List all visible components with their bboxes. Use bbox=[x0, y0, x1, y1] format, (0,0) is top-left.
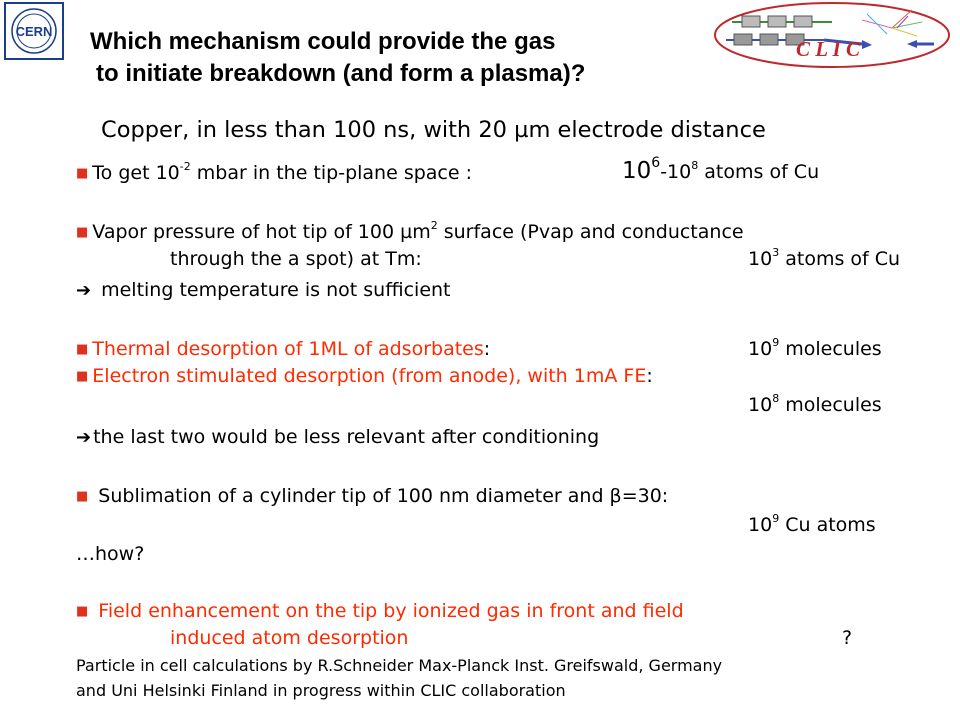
cern-logo bbox=[4, 2, 64, 60]
item-sublimation-value: $10^9$ Cu atoms bbox=[748, 512, 876, 536]
item-sublimation: ■ Sublimation of a cylinder tip of 100 nm diameter and β=30: bbox=[76, 485, 669, 507]
title-line-2: to initiate breakdown (and form a plasma)? bbox=[96, 60, 586, 87]
conclusion-conditioning: ➔ the last two would be less relevant after conditioning bbox=[76, 426, 600, 448]
clic-logo bbox=[712, 0, 952, 70]
item-field-enhancement: ■ Field enhancement on the tip by ionized gas in front and field bbox=[76, 600, 684, 622]
bullet-icon: ■ bbox=[76, 166, 89, 181]
cern-logo-text: CERN bbox=[15, 24, 53, 39]
item-electron-value: $10^8$ molecules bbox=[748, 392, 882, 416]
item-field-line2: induced atom desorption bbox=[170, 627, 409, 649]
subtitle: Copper, in less than 100 ns, with 20 µm electrode distance bbox=[101, 117, 766, 143]
title-line-1: Which mechanism could provide the gas bbox=[90, 28, 556, 55]
item-electron-desorption: ■ Electron stimulated desorption (from anode), with 1mA FE: bbox=[76, 365, 653, 387]
question-how: …how? bbox=[76, 543, 145, 565]
item-thermal-desorption: ■ Thermal desorption of 1ML of adsorbates: bbox=[76, 338, 491, 360]
bullet-icon: ■ bbox=[76, 604, 89, 619]
item-vapor-line2: through the a spot) at Tm: bbox=[170, 248, 422, 270]
footer-line-1: Particle in cell calculations by R.Schneider Max-Planck Inst. Greifswald, Germany bbox=[76, 656, 723, 675]
item-field-question: ? bbox=[842, 627, 853, 649]
arrow-right-icon: ➔ bbox=[76, 427, 92, 448]
item-vapor-value: $10^3$ atoms of Cu bbox=[748, 246, 901, 270]
clic-logo-text: C L I C bbox=[796, 37, 860, 61]
item-thermal-value: $10^9$ molecules bbox=[748, 336, 882, 360]
conclusion-melting: ➔ melting temperature is not sufficient bbox=[76, 279, 451, 301]
item-gas-value: $10^6-10^8$ atoms of Cu bbox=[622, 155, 820, 184]
bullet-icon: ■ bbox=[76, 342, 89, 357]
item-vapor-pressure: ■ Vapor pressure of hot tip of 100 µm$^2$ surface (Pvap and conductance bbox=[76, 219, 744, 243]
footer-line-2: and Uni Helsinki Finland in progress within CLIC collaboration bbox=[76, 681, 566, 700]
item-gas-quantity: ■ To get $10^{-2}$ mbar in the tip-plane space : bbox=[76, 160, 472, 184]
bullet-icon: ■ bbox=[76, 225, 89, 240]
arrow-right-icon: ➔ bbox=[76, 280, 92, 301]
bullet-icon: ■ bbox=[76, 369, 89, 384]
bullet-icon: ■ bbox=[76, 489, 89, 504]
